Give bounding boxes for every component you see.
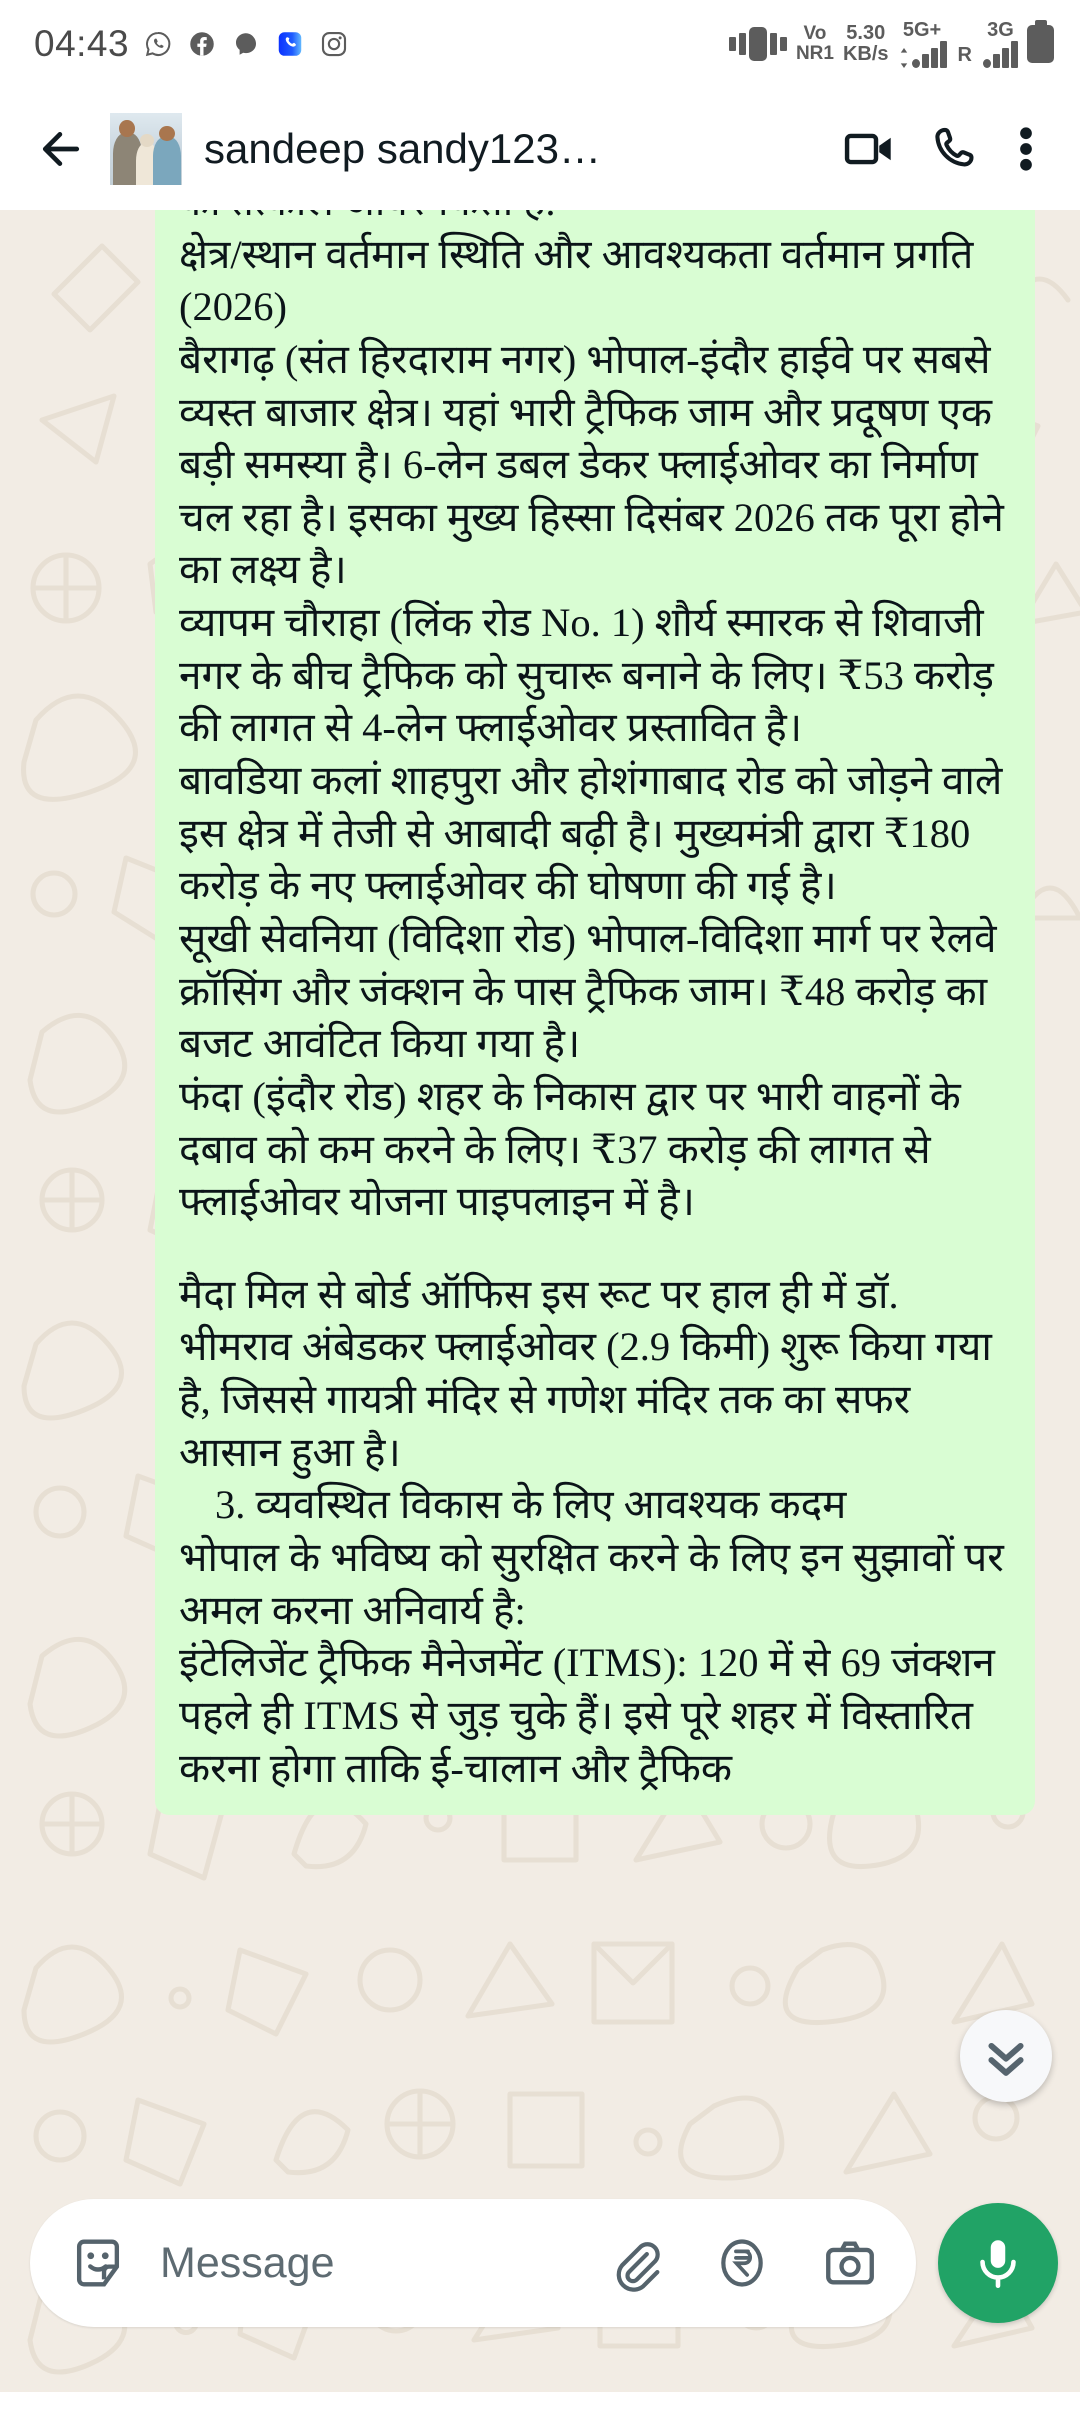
message-line: इंटेलिजेंट ट्रैफिक मैनेजमेंट (ITMS): 120 में से 69 जंक्शन पहले ही ITMS से जुड़ चुके हैं। इसे पूरे शहर में विस्तारित करना होगा ताकि ई-चालान और ट्रैफिक	[179, 1640, 995, 1791]
sim2-signal	[983, 20, 1018, 68]
message-line: 3. व्यवस्थित विकास के लिए आवश्यक कदम	[215, 1482, 847, 1528]
messenger-chat-icon	[231, 29, 261, 59]
whatsapp-icon	[143, 29, 173, 59]
data-transfer-arrows-icon	[898, 48, 910, 68]
message-line: बैरागढ़ (संत हिरदाराम नगर) भोपाल-इंदौर हाईवे पर सबसे व्यस्त बाजार क्षेत्र। यहां भारी ट्रैफिक जाम और प्रदूषण एक बड़ी समस्या है। 6-लेन डबल डेकर फ्लाईओवर का निर्माण चल रहा है। इसका मुख्य हिस्सा दिसंबर 2026 तक पूरा होने का लक्ष्य है।	[179, 336, 1004, 593]
phone-call-icon[interactable]	[920, 114, 990, 184]
volte-indicator	[796, 24, 834, 63]
message-line: भोपाल के भविष्य को सुरक्षित करने के लिए इन सुझावों पर अमल करना अनिवार्य है:	[179, 1535, 1004, 1633]
message-input-bar	[0, 2180, 1080, 2392]
chat-header	[0, 88, 1080, 210]
data-speed-indicator	[843, 23, 889, 64]
message-line: सूखी सेवनिया (विदिशा रोड) भोपाल-विदिशा मार्ग पर रेलवे क्रॉसिंग और जंक्शन के पास ट्रैफिक जाम। ₹48 करोड़ का बजट आवंटित किया गया है।	[179, 915, 997, 1067]
status-clock: 04:43	[34, 23, 130, 64]
volte-line-1: Vo	[803, 23, 827, 45]
sim1-bars	[898, 41, 947, 68]
sim2-bars	[983, 41, 1018, 68]
volte-line-2: NR1	[795, 43, 834, 64]
back-arrow-icon[interactable]	[30, 118, 92, 180]
message-composer[interactable]	[30, 2199, 916, 2327]
microphone-icon	[969, 2234, 1027, 2292]
status-bar-left	[34, 23, 349, 65]
sim1-network-label: 5G+	[902, 19, 942, 41]
more-options-icon[interactable]	[1000, 114, 1052, 184]
message-line: मैदा मिल से बोर्ड ऑफिस इस रूट पर हाल ही में डॉ. भीमराव अंबेडकर फ्लाईओवर (2.9 किमी) शुरू किया गया है, जिससे गायत्री मंदिर से गणेश मंदिर तक का सफर आसान हुआ है।	[179, 1271, 992, 1475]
vibrate-icon	[729, 27, 787, 61]
message-line: बावडिया कलां शाहपुरा और होशंगाबाद रोड को जोड़ने वाले इस क्षेत्र में तेजी से आबादी बढ़ी है। मुख्यमंत्री द्वारा ₹180 करोड़ के नए फ्लाईओवर की घोषणा की गई है।	[179, 758, 1003, 909]
chat-message-area[interactable]	[0, 210, 1080, 2392]
sticker-emoji-icon[interactable]	[66, 2231, 130, 2295]
instagram-icon	[319, 29, 349, 59]
message-line: व्यापम चौराहा (लिंक रोड No. 1) शौर्य स्मारक से शिवाजी नगर के बीच ट्रैफिक को सुचारू बनाने के लिए। ₹53 करोड़ की लागत से 4-लेन फ्लाईओवर प्रस्तावित है।	[179, 600, 994, 751]
rupee-payment-icon[interactable]	[710, 2231, 774, 2295]
message-line: फंदा (इंदौर रोड) शहर के निकास द्वार पर भारी वाहनों के दबाव को कम करने के लिए। ₹37 करोड़ की लागत से फ्लाईओवर योजना पाइपलाइन में है।	[179, 1073, 961, 1225]
data-speed-unit: KB/s	[842, 43, 889, 65]
contact-name[interactable]: sandeep sandy123…	[204, 125, 601, 172]
camera-icon[interactable]	[818, 2231, 882, 2295]
voice-record-button[interactable]	[938, 2203, 1058, 2323]
attach-paperclip-icon[interactable]	[602, 2231, 666, 2295]
chat-bubble-outgoing[interactable]	[155, 158, 1035, 1815]
battery-full-icon	[1027, 25, 1054, 63]
truecaller-icon	[275, 29, 305, 59]
message-input-field[interactable]: Message	[160, 2238, 335, 2287]
roaming-indicator: R	[957, 44, 972, 66]
status-bar	[0, 0, 1080, 88]
facebook-icon	[187, 29, 217, 59]
sim1-signal	[898, 20, 947, 68]
double-chevron-down-icon	[979, 2029, 1033, 2083]
contact-avatar[interactable]	[110, 113, 182, 185]
message-list[interactable]	[0, 210, 1080, 2130]
sim2-network-label: 3G	[987, 19, 1014, 41]
message-line: क्षेत्र/स्थान वर्तमान स्थिति और आवश्यकता वर्तमान प्रगति (2026)	[179, 231, 974, 330]
status-bar-right	[729, 20, 1054, 68]
data-speed-value: 5.30	[846, 22, 886, 45]
scroll-to-bottom-button[interactable]	[960, 2010, 1052, 2102]
video-call-icon[interactable]	[834, 114, 904, 184]
